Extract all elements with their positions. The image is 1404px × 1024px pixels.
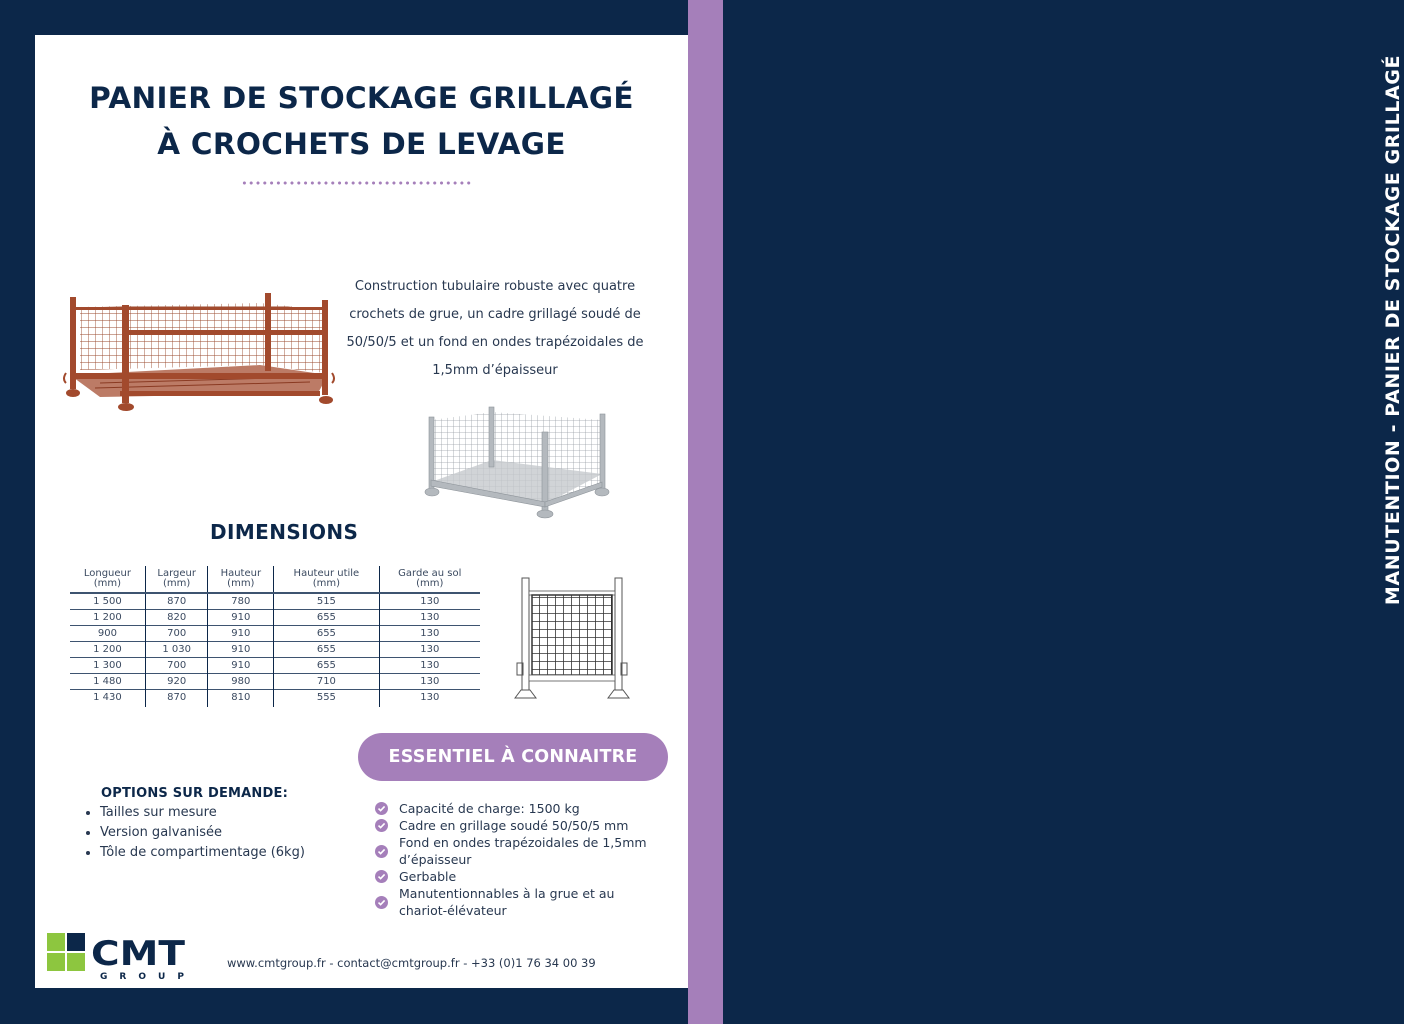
cell-hauteur: 780 xyxy=(208,593,274,610)
essentiel-list xyxy=(375,800,665,919)
page-title xyxy=(35,75,688,167)
cell-longueur: 1 430 xyxy=(93,692,122,703)
logo-text: CMT xyxy=(91,934,186,974)
cell-garde-au-sol: 130 xyxy=(379,690,480,708)
cell-garde-au-sol: 130 xyxy=(379,593,480,610)
cell-largeur: 920 xyxy=(145,674,208,690)
footer-contact: www.cmtgroup.fr - contact@cmtgroup.fr - +33 (0)1 76 34 00 39 xyxy=(227,956,596,970)
column-header: Longueur (mm) xyxy=(83,568,131,589)
dimensions-table xyxy=(70,566,480,707)
cell-hauteur: 910 xyxy=(208,658,274,674)
side-banner-text: MANUTENTION - PANIER DE STOCKAGE GRILLAGÉ xyxy=(1382,54,1404,606)
essentiel-a-connaitre-button[interactable]: ESSENTIEL À CONNAITRE xyxy=(358,733,668,781)
cell-hauteur-utile: 555 xyxy=(274,690,379,708)
cell-longueur: 1 500 xyxy=(93,596,122,607)
red-mesh-basket-image xyxy=(60,285,335,410)
title-line-1: PANIER DE STOCKAGE GRILLAGÉ xyxy=(89,81,634,115)
check-circle-icon xyxy=(375,896,388,909)
product-description: Construction tubulaire robuste avec quatre crochets de grue, un cadre grillagé soudé de 50/50/5 et un fond en ondes trapézoidales de 1,5mm d’épaisseur xyxy=(346,279,644,378)
cell-garde-au-sol: 130 xyxy=(379,674,480,690)
cell-hauteur: 810 xyxy=(208,690,274,708)
cell-hauteur-utile: 655 xyxy=(274,658,379,674)
cell-longueur: 1 480 xyxy=(93,676,122,687)
cell-hauteur-utile: 515 xyxy=(274,593,379,610)
side-banner xyxy=(688,0,1404,1024)
feature-item xyxy=(375,834,665,868)
feature-item xyxy=(375,800,665,817)
cell-longueur: 1 200 xyxy=(93,612,122,623)
dotted-separator xyxy=(241,181,471,185)
cell-longueur: 1 200 xyxy=(93,644,122,655)
cell-hauteur: 910 xyxy=(208,610,274,626)
check-circle-icon xyxy=(375,870,388,883)
option-item: • Version galvanisée xyxy=(100,823,305,843)
feature-text: Manutentionnables à la grue et au chariot-élévateur xyxy=(399,886,615,918)
options-section xyxy=(83,786,305,863)
table-row xyxy=(70,658,480,674)
cell-largeur: 700 xyxy=(145,658,208,674)
feature-text: Cadre en grillage soudé 50/50/5 mm xyxy=(399,818,629,833)
feature-text: Capacité de charge: 1500 kg xyxy=(399,801,580,816)
feature-text: Fond en ondes trapézoidales de 1,5mm d’épaisseur xyxy=(399,835,647,867)
title-line-2: À CROCHETS DE LEVAGE xyxy=(157,127,566,161)
cell-longueur: 900 xyxy=(97,628,117,639)
table-header-row xyxy=(70,566,480,593)
table-row xyxy=(70,642,480,658)
cell-garde-au-sol: 130 xyxy=(379,642,480,658)
feature-item xyxy=(375,868,665,885)
table-row xyxy=(70,593,480,610)
cell-hauteur-utile: 655 xyxy=(274,610,379,626)
cell-garde-au-sol: 130 xyxy=(379,626,480,642)
technical-drawing-image xyxy=(507,573,637,703)
cell-garde-au-sol: 130 xyxy=(379,610,480,626)
galvanized-mesh-basket-image xyxy=(417,402,617,532)
check-circle-icon xyxy=(375,845,388,858)
column-header: Hauteur (mm) xyxy=(208,566,274,593)
cell-hauteur-utile: 655 xyxy=(274,642,379,658)
cell-hauteur-utile: 710 xyxy=(274,674,379,690)
option-item: • Tôle de compartimentage (6kg) xyxy=(100,843,305,863)
cell-hauteur: 910 xyxy=(208,626,274,642)
product-sheet xyxy=(35,35,688,988)
table-row xyxy=(70,674,480,690)
cmt-group-logo xyxy=(47,933,187,981)
check-circle-icon xyxy=(375,802,388,815)
cell-hauteur: 910 xyxy=(208,642,274,658)
options-title: OPTIONS SUR DEMANDE: xyxy=(101,786,288,801)
option-item: • Tailles sur mesure xyxy=(100,803,305,823)
column-header: Hauteur utile (mm) xyxy=(274,566,379,593)
check-circle-icon xyxy=(375,819,388,832)
cell-largeur: 700 xyxy=(145,626,208,642)
feature-text: Gerbable xyxy=(399,869,457,884)
cell-hauteur: 980 xyxy=(208,674,274,690)
feature-item xyxy=(375,817,665,834)
dimensions-title: DIMENSIONS xyxy=(210,520,359,544)
cell-hauteur-utile: 655 xyxy=(274,626,379,642)
logo-subtext: G R O U P xyxy=(100,972,184,982)
cell-largeur: 870 xyxy=(145,593,208,610)
cell-largeur: 1 030 xyxy=(145,642,208,658)
feature-item xyxy=(375,885,665,919)
table-row xyxy=(70,690,480,708)
table-row xyxy=(70,610,480,626)
cell-longueur: 1 300 xyxy=(93,660,122,671)
options-list xyxy=(83,803,305,863)
column-header: Largeur (mm) xyxy=(145,566,208,593)
cell-largeur: 870 xyxy=(145,690,208,708)
cell-largeur: 820 xyxy=(145,610,208,626)
cell-garde-au-sol: 130 xyxy=(379,658,480,674)
table-row xyxy=(70,626,480,642)
column-header: Garde au sol (mm) xyxy=(379,566,480,593)
